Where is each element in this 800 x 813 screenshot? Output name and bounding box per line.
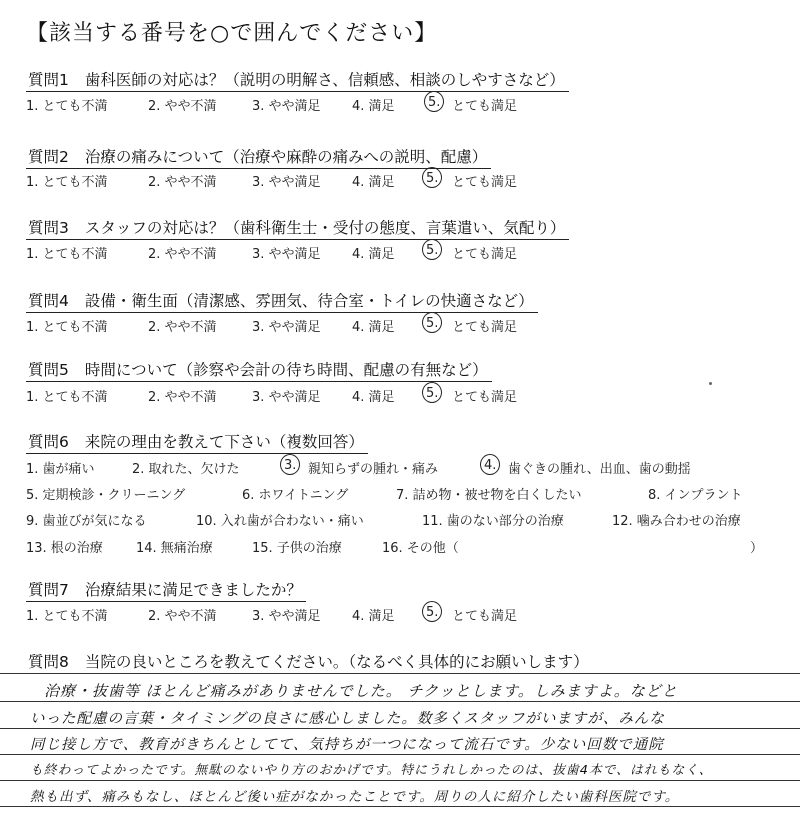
q6-option-10[interactable]: 10. 入れ歯が合わない・痛い [196,514,364,529]
question-6-text: 来院の理由を教えて下さい（複数回答） [84,433,364,451]
option-5-selected[interactable]: 5. [426,605,439,620]
q6-option-8[interactable]: 8. インプラント [648,488,743,503]
option-5-label: とても満足 [452,99,518,114]
option-5-selected[interactable]: 5. [428,95,441,110]
question-1-text: 歯科医師の対応は？（説明の明解さ、信頼感、相談のしやすさなど） [84,71,565,89]
option-4[interactable]: 4. 満足 [352,99,395,114]
option-2[interactable]: 2. やや不満 [148,320,217,335]
q6-option-9[interactable]: 9. 歯並びが気になる [26,514,147,529]
question-6-title [26,430,368,454]
answer-rule-3 [0,754,800,755]
option-4[interactable]: 4. 満足 [352,175,395,190]
option-5-selected[interactable]: 5. [426,171,439,186]
option-3[interactable]: 3. やや満足 [252,609,321,624]
handwritten-answer-line-4: も終わってよかったです。無駄のないやり方のおかげです。特にうれしかったのは、抜歯4本で、はれもなく、 [30,763,713,778]
question-7-text: 治療結果に満足できましたか？ [84,581,302,599]
option-1[interactable]: 1. とても不満 [26,99,108,114]
answer-rule-0 [0,673,800,674]
question-2-options [26,171,518,190]
option-5-label: とても満足 [452,609,518,624]
question-4-text: 設備・衛生面（清潔感、雰囲気、待合室・トイレの快適さなど） [84,292,534,310]
option-3[interactable]: 3. やや満足 [252,175,321,190]
option-5-selected[interactable]: 5. [426,386,439,401]
q6-option-13[interactable]: 13. 根の治療 [26,541,103,556]
question-3-number: 質問3 [28,219,69,237]
option-4[interactable]: 4. 満足 [352,609,395,624]
q6-option-12[interactable]: 12. 噛み合わせの治療 [612,514,741,529]
form-header: 【該当する番号を○で囲んでください】 [26,21,438,46]
question-4-number: 質問4 [28,292,69,310]
option-3[interactable]: 3. やや満足 [252,390,321,405]
question-7-options [26,605,518,624]
option-2[interactable]: 2. やや不満 [148,390,217,405]
answer-rule-1 [0,701,800,702]
question-2-title [26,145,491,169]
q6-option-16-close: ） [750,541,764,556]
option-5-selected[interactable]: 5. [426,243,439,258]
option-5-label: とても満足 [452,390,518,405]
q6-option-2[interactable]: 2. 取れた、欠けた [132,462,240,477]
handwritten-answer-line-2: いった配慮の言葉・タイミングの良さに感心しました。数多くスタッフがいますが、みんな [30,711,665,727]
answer-rule-4 [0,780,800,781]
question-1-title [26,68,569,92]
q6-option-3-label: 親知らずの腫れ・痛み [308,462,439,477]
option-2[interactable]: 2. やや不満 [148,247,217,262]
question-7-title [26,578,306,602]
question-2-number: 質問2 [28,148,69,166]
question-5-title [26,358,492,382]
option-3[interactable]: 3. やや満足 [252,320,321,335]
option-4[interactable]: 4. 満足 [352,320,395,335]
q6-option-6[interactable]: 6. ホワイトニング [242,488,349,503]
question-3-options [26,243,518,262]
question-5-options [26,386,518,405]
option-2[interactable]: 2. やや不満 [148,175,217,190]
q6-option-1[interactable]: 1. 歯が痛い [26,462,95,477]
answer-rule-5 [0,806,800,807]
stray-mark [709,382,712,385]
question-8-number: 質問8 [28,653,69,671]
option-4[interactable]: 4. 満足 [352,247,395,262]
option-4[interactable]: 4. 満足 [352,390,395,405]
answer-rule-2 [0,728,800,729]
question-7-number: 質問7 [28,581,69,599]
option-5-selected[interactable]: 5. [426,316,439,331]
handwritten-answer-line-3: 同じ接し方で、教育がきちんとしてて、気持ちが一つになって流石です。少ない回数で通院 [30,737,664,753]
q6-option-4-label: 歯ぐきの腫れ、出血、歯の動揺 [508,462,691,477]
option-3[interactable]: 3. やや満足 [252,99,321,114]
q6-option-5[interactable]: 5. 定期検診・クリーニング [26,488,186,503]
question-6-number: 質問6 [28,433,69,451]
q6-option-16[interactable]: 16. その他（ [382,541,459,556]
option-5-label: とても満足 [452,175,518,190]
option-1[interactable]: 1. とても不満 [26,609,108,624]
option-1[interactable]: 1. とても不満 [26,390,108,405]
question-2-text: 治療の痛みについて（治療や麻酔の痛みへの説明、配慮） [84,148,488,166]
option-5-label: とても満足 [452,320,518,335]
question-8-text: 当院の良いところを教えてください。（なるべく具体的にお願いします） [84,653,589,671]
option-2[interactable]: 2. やや不満 [148,99,217,114]
handwritten-answer-line-5: 熱も出ず、痛みもなし、ほとんど後い症がなかったことです。周りの人に紹介したい歯科医院です。 [30,789,680,805]
q6-option-4-selected[interactable]: 4. [484,458,497,473]
question-3-text: スタッフの対応は？（歯科衛生士・受付の態度、言葉遣い、気配り） [84,219,566,237]
question-5-number: 質問5 [28,361,69,379]
option-1[interactable]: 1. とても不満 [26,320,108,335]
question-3-title [26,216,569,240]
option-2[interactable]: 2. やや不満 [148,609,217,624]
question-4-title [26,289,538,313]
question-5-text: 時間について（診察や会計の待ち時間、配慮の有無など） [84,361,488,379]
q6-option-14[interactable]: 14. 無痛治療 [136,541,213,556]
q6-option-7[interactable]: 7. 詰め物・被せ物を白くしたい [396,488,582,503]
question-1-number: 質問1 [28,71,69,89]
question-4-options [26,316,518,335]
option-3[interactable]: 3. やや満足 [252,247,321,262]
q6-option-11[interactable]: 11. 歯のない部分の治療 [422,514,564,529]
option-1[interactable]: 1. とても不満 [26,175,108,190]
question-1-options [26,95,518,114]
option-5-label: とても満足 [452,247,518,262]
q6-option-3-selected[interactable]: 3. [284,458,297,473]
handwritten-answer-line-1: 治療・抜歯等 ほとんど痛みがありませんでした。 チクッとします。しみますよ。などと [44,682,678,700]
option-1[interactable]: 1. とても不満 [26,247,108,262]
q6-option-15[interactable]: 15. 子供の治療 [252,541,342,556]
question-8-title [26,650,593,673]
